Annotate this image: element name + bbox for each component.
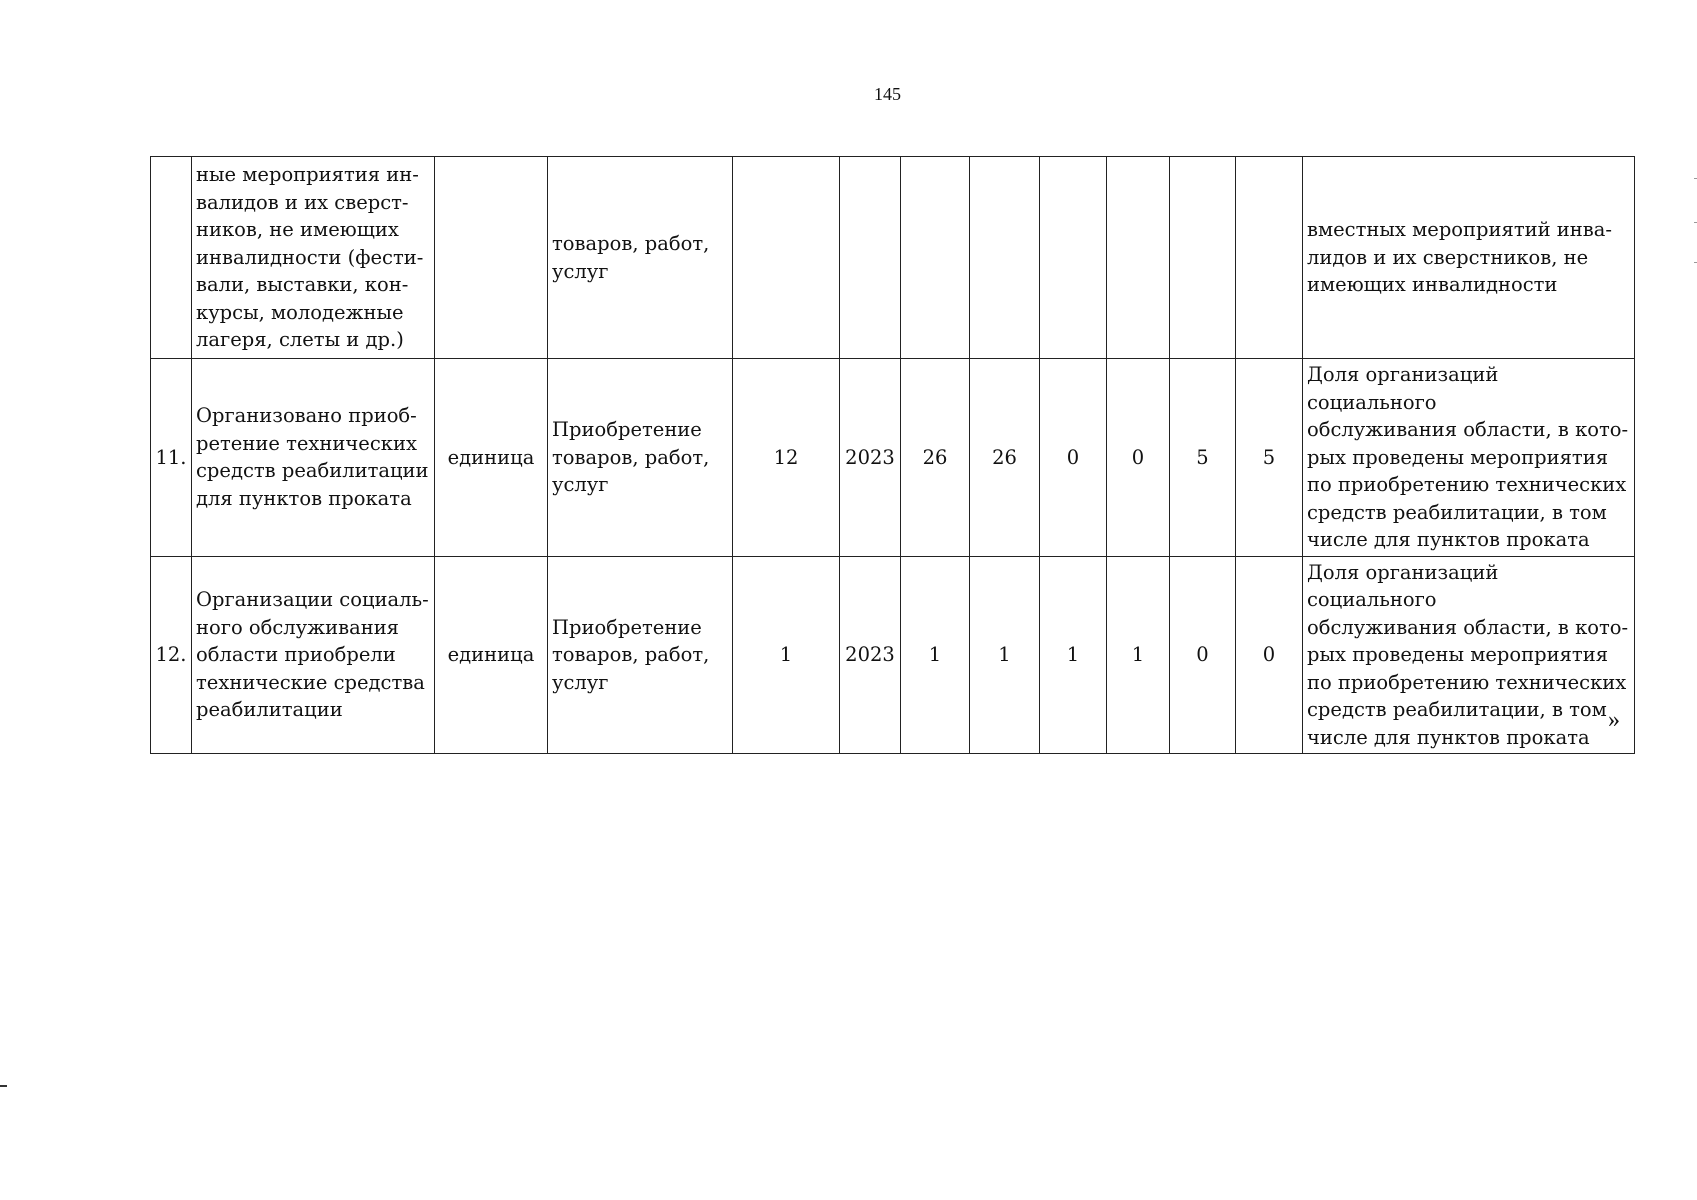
value-1: 1 xyxy=(901,556,970,754)
value-2: 1 xyxy=(970,556,1040,754)
indicator-text: Доля организаций социального обслуживания области, в кото- рых проведены мероприятия по приобретению технических средств реабилитации, в том числе для пунктов проката xyxy=(1303,359,1635,557)
base-year: 2023 xyxy=(840,359,901,557)
value-3 xyxy=(1040,157,1107,359)
indicator-text: Доля организаций социального обслуживания области, в кото- рых проведены мероприятия по приобретению технических средств реабилитации, в том числе для пунктов проката xyxy=(1303,556,1635,754)
event-type: Приобретение товаров, работ, услуг xyxy=(548,556,733,754)
value-6: 5 xyxy=(1236,359,1303,557)
value-4: 0 xyxy=(1107,359,1170,557)
event-name: ные мероприятия ин- валидов и их сверст- ников, не имеющих инвалидности (фести- вали, выставки, кон- курсы, молодежные лагеря, слеты и др.) xyxy=(192,157,435,359)
table-row xyxy=(151,359,1635,557)
scan-margin-mark xyxy=(0,1085,7,1087)
base-value: 1 xyxy=(733,556,840,754)
indicator-text: вместных мероприятий инва- лидов и их сверстников, не имеющих инвалидности xyxy=(1303,157,1635,359)
value-1: 26 xyxy=(901,359,970,557)
value-5: 5 xyxy=(1170,359,1236,557)
unit: единица xyxy=(435,359,548,557)
unit: единица xyxy=(435,556,548,754)
event-type: товаров, работ, услуг xyxy=(548,157,733,359)
page-number: 145 xyxy=(874,84,901,104)
value-6 xyxy=(1236,157,1303,359)
event-type: Приобретение товаров, работ, услуг xyxy=(548,359,733,557)
event-name: Организации социаль- ного обслуживания области приобрели технические средства реабилитации xyxy=(192,556,435,754)
value-5: 0 xyxy=(1170,556,1236,754)
base-year xyxy=(840,157,901,359)
value-6: 0 xyxy=(1236,556,1303,754)
value-1 xyxy=(901,157,970,359)
value-2: 26 xyxy=(970,359,1040,557)
value-4 xyxy=(1107,157,1170,359)
row-number: 12. xyxy=(151,556,192,754)
closing-quote-mark: » xyxy=(1608,707,1620,733)
indicators-table xyxy=(150,156,1635,754)
unit xyxy=(435,157,548,359)
event-name: Организовано приоб- ретение технических средств реабилитации для пунктов проката xyxy=(192,359,435,557)
row-number xyxy=(151,157,192,359)
base-value: 12 xyxy=(733,359,840,557)
value-3: 0 xyxy=(1040,359,1107,557)
base-value xyxy=(733,157,840,359)
value-3: 1 xyxy=(1040,556,1107,754)
value-4: 1 xyxy=(1107,556,1170,754)
row-number: 11. xyxy=(151,359,192,557)
value-2 xyxy=(970,157,1040,359)
table-row xyxy=(151,556,1635,754)
value-5 xyxy=(1170,157,1236,359)
table-row xyxy=(151,157,1635,359)
base-year: 2023 xyxy=(840,556,901,754)
